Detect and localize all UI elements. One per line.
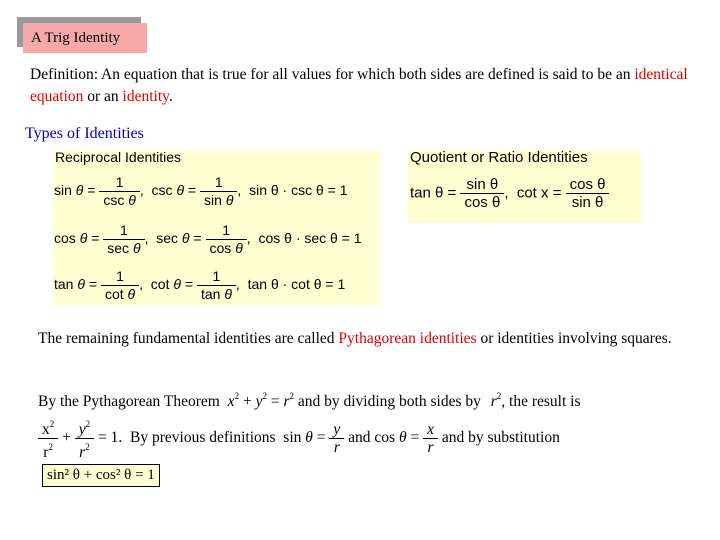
substitution-text: and by substitution [441, 429, 560, 447]
r-squared: $r^2$, [490, 391, 506, 410]
cos-definition: $\frac{x}{r}$ [423, 421, 438, 456]
result-text: the result is [509, 393, 581, 410]
theorem-text: By the Pythagorean Theorem [38, 393, 220, 410]
product-identity: tan θ · cot θ = 1 [247, 276, 346, 293]
slide-title [23, 23, 147, 53]
reciprocal-panel [53, 150, 380, 305]
pythag-text-suffix: or identities involving squares. [476, 330, 672, 347]
term-pythagorean-identities: Pythagorean identities [338, 330, 477, 347]
fn-name: cot [150, 276, 170, 293]
dividing-text: and by dividing both sides by [297, 393, 481, 410]
fn-name: sin [54, 182, 72, 199]
cot-denominator: sin θ [566, 193, 610, 211]
term-identity: identity [122, 88, 169, 105]
definition-period: . [168, 88, 173, 105]
fn-name: tan [54, 276, 74, 293]
definition-text-mid: or an [83, 88, 123, 105]
term-identical-equation: identical equation [30, 66, 688, 105]
y-over-r-fraction: $\frac{y^2}{r^2}$ [75, 416, 94, 461]
fn-name: csc [103, 192, 125, 208]
reciprocal-label: Reciprocal Identities [55, 149, 182, 165]
slide-title-text: A Trig Identity [31, 30, 121, 46]
pythag-text: The remaining fundamental identities are called [38, 330, 339, 347]
pythagorean-paragraph [38, 328, 678, 350]
fn-name: cos [54, 230, 76, 247]
fn-name: tan [200, 286, 221, 302]
x-over-r-fraction: $\frac{x^2}{r^2}$ [38, 416, 58, 461]
reciprocal-row-1: sin θ = $\frac{1}{\text{csc θ}}$ , csc θ = $\frac{1}{\text{sin θ}}$ , sin θ · csc θ = 1 [54, 174, 348, 208]
and-text: and [348, 429, 371, 447]
pythagorean-result: sin² θ + cos² θ = 1 [42, 464, 160, 487]
reciprocal-row-3: tan θ = $\frac{1}{\text{cot θ}}$ , cot θ = $\frac{1}{\text{tan θ}}$ , tan θ · cot θ = 1 [54, 268, 346, 302]
tan-numerator: sin θ [466, 176, 499, 193]
fn-name: sec [156, 230, 179, 247]
fn-name: cos [209, 240, 232, 256]
fn-name: sin [204, 192, 222, 208]
fn-name: sec [107, 240, 130, 256]
definition-text: Definition: An equation that is true for all values for which both sides are defined is said to be an [30, 66, 635, 83]
sin-definition: $\frac{y}{r}$ [329, 421, 344, 456]
cot-numerator: cos θ [569, 176, 606, 193]
tan-lhs: tan θ = [410, 184, 457, 202]
quotient-panel [408, 150, 641, 223]
equals-one: = 1. [98, 429, 123, 447]
tan-denominator: cos θ [460, 193, 504, 211]
types-heading: Types of Identities [25, 125, 144, 142]
fn-name: cot [104, 286, 124, 302]
product-identity: cos θ · sec θ = 1 [258, 230, 362, 247]
theorem-line [38, 385, 581, 413]
quotient-label: Quotient or Ratio Identities [410, 149, 588, 166]
division-line: $\frac{x^2}{r^2}$ + $\frac{y^2}{r^2}$ = 1. By previous definitions sin θ = $\frac{y}{r}$ and cos θ = $\frac{x}{r}$ and by substitution [38, 416, 560, 461]
reciprocal-row-2: cos θ = $\frac{1}{\text{sec θ}}$ , sec θ = $\frac{1}{\text{cos θ}}$ , cos θ · sec θ = 1 [54, 222, 362, 256]
fn-name: csc [151, 182, 173, 199]
cot-lhs: cot x = [516, 184, 562, 202]
product-identity: sin θ · csc θ = 1 [249, 182, 348, 199]
previous-definitions-text: By previous definitions [130, 429, 276, 447]
definition-paragraph [30, 64, 700, 108]
quotient-formulas: tan θ = $\frac{\text{sin θ}}{\text{cos θ}}$ , cot x = $\frac{\text{cos θ}}{\text{sin θ}}$ [410, 176, 609, 211]
theorem-equation: $x^2 + y^2 = r^2$ [227, 391, 294, 410]
